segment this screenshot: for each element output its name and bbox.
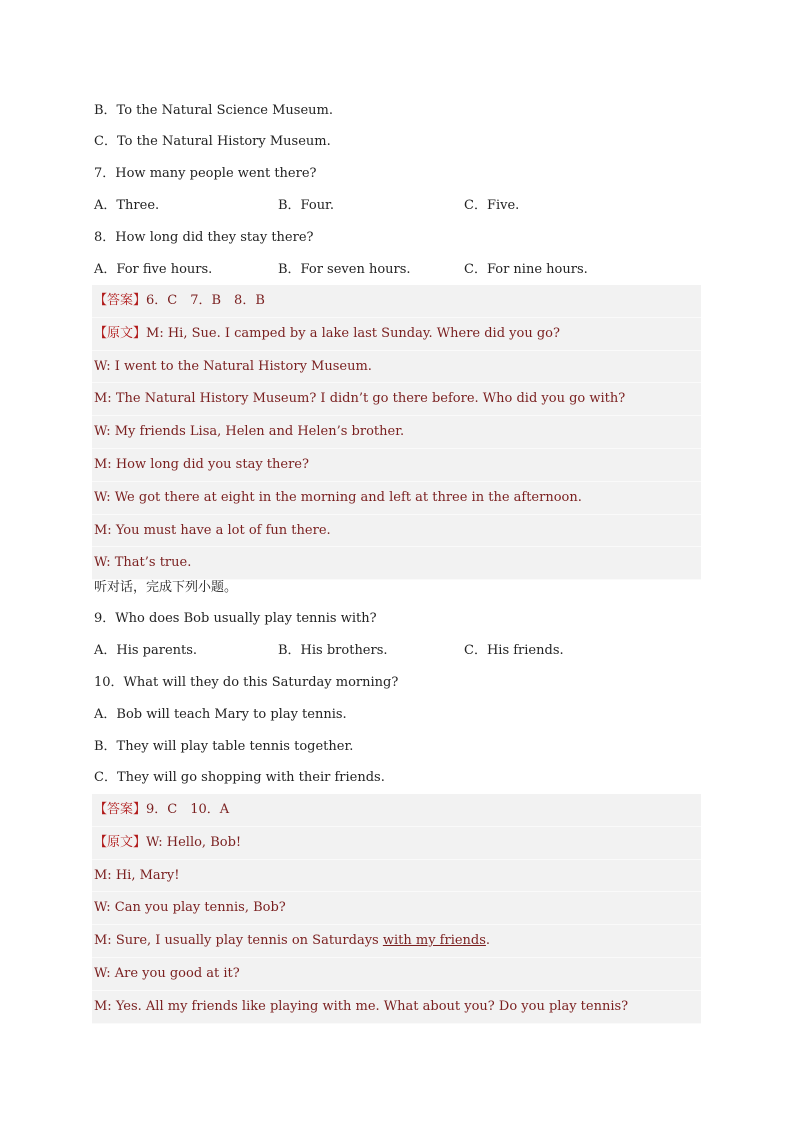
q9-option-a: A．His parents. [94, 643, 198, 658]
answer-block-1 [92, 285, 701, 580]
script-tag: 【原文】 [94, 834, 147, 850]
answer-block-2 [92, 794, 701, 1024]
q7-options [94, 190, 701, 222]
q9-option-b: B．His brothers. [278, 643, 388, 658]
script-first-line: M: Hi, Sue. I camped by a lake last Sunday. Where did you go? [146, 325, 560, 341]
q8-option-b: B．For seven hours. [278, 262, 411, 277]
q9-options [94, 635, 701, 667]
dialogue-line: W: That’s true. [92, 547, 701, 580]
dialogue-line [92, 925, 701, 958]
q6-option-b: B．To the Natural Science Museum. [94, 103, 333, 118]
q7-option-b: B．Four. [278, 198, 334, 213]
answer-text: 9．C 10．A [146, 802, 230, 817]
q10-option-a: A．Bob will teach Mary to play tennis. [94, 707, 347, 722]
q8-option-a: A．For five hours. [94, 262, 213, 277]
q7-option-a: A．Three. [94, 198, 160, 213]
q10-question: 10．What will they do this Saturday morning? [94, 675, 399, 690]
q10-option-b: B．They will play table tennis together. [94, 739, 354, 754]
answer-line [92, 285, 701, 318]
q7-option-c: C．Five. [464, 198, 520, 213]
script-line [92, 318, 701, 351]
dialogue-line: M: The Natural History Museum? I didn’t go there before. Who did you go with? [92, 383, 701, 416]
q10-option-c: C．They will go shopping with their friends. [94, 770, 385, 785]
dialogue-line: W: We got there at eight in the morning and left at three in the afternoon. [92, 482, 701, 515]
underlined-phrase: with my friends [382, 933, 486, 949]
dialogue-line: M: You must have a lot of fun there. [92, 515, 701, 548]
script-line [92, 827, 701, 860]
q9-option-c: C．His friends. [464, 643, 564, 658]
dialogue-line: M: Hi, Mary! [92, 860, 701, 893]
dialogue-line: W: Can you play tennis, Bob? [92, 892, 701, 925]
dialogue-line: M: Yes. All my friends like playing with me. What about you? Do you play tennis? [92, 991, 701, 1024]
q7-question: 7．How many people went there? [94, 166, 317, 181]
listening-instruction: 听对话，完成下列小题。 [94, 580, 238, 595]
script-tag: 【原文】 [94, 325, 147, 341]
dialogue-line: M: How long did you stay there? [92, 449, 701, 482]
answer-tag: 【答案】 [94, 802, 147, 817]
q8-option-c: C．For nine hours. [464, 262, 588, 277]
dialogue-line: W: I went to the Natural History Museum. [92, 351, 701, 384]
dialogue-text: M: Sure, I usually play tennis on Saturdays [94, 933, 383, 949]
q8-options [94, 254, 701, 286]
answer-line [92, 794, 701, 827]
answer-text: 6．C 7．B 8．B [146, 293, 265, 308]
q8-question: 8．How long did they stay there? [94, 230, 314, 245]
dialogue-line: W: My friends Lisa, Helen and Helen’s brother. [92, 416, 701, 449]
answer-tag: 【答案】 [94, 293, 147, 308]
dialogue-text: . [485, 933, 491, 949]
dialogue-line: W: Are you good at it? [92, 958, 701, 991]
q6-option-c: C．To the Natural History Museum. [94, 134, 331, 149]
script-first-line: W: Hello, Bob! [146, 834, 242, 850]
q9-question: 9．Who does Bob usually play tennis with? [94, 611, 377, 626]
